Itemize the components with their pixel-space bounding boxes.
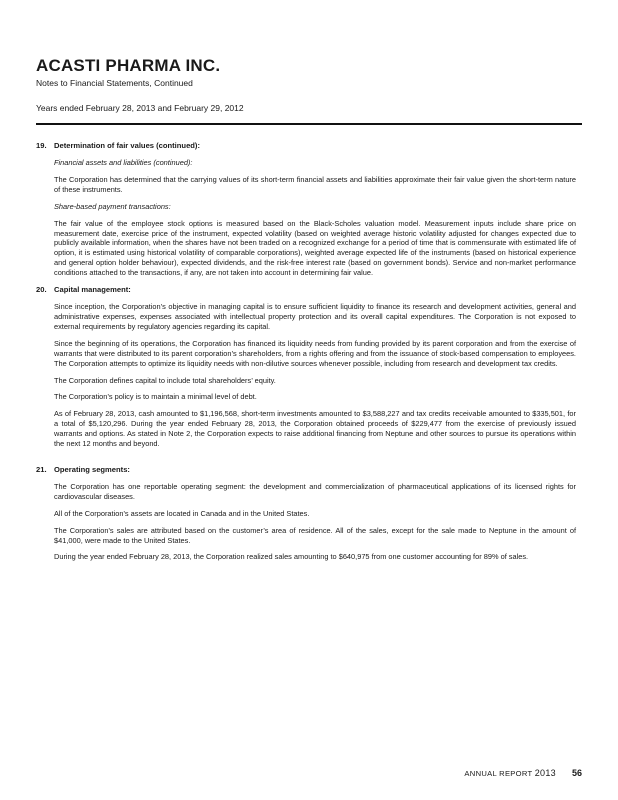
note-title: Determination of fair values (continued): (54, 141, 200, 150)
reporting-period: Years ended February 28, 2013 and February 29, 2012 (36, 103, 244, 113)
paragraph: The Corporation’s sales are attributed based on the customer’s area of residence. All of the sales, except for the sale made to Neptune in the amount of $41,000, were made to the United States. (54, 525, 576, 545)
paragraph: Since inception, the Corporation’s objective in managing capital is to ensure sufficient liquidity to finance its research and development activities, general and administrative expenses, expenses associated with intellectual property protection and its overall capital expenditures. The Corporation is not exposed to external requirements by regulatory agencies regarding its capital. (54, 302, 576, 331)
company-name: ACASTI PHARMA INC. (36, 56, 221, 75)
subheading: Financial assets and liabilities (continued): (54, 158, 193, 167)
paragraph: The fair value of the employee stock options is measured based on the Black-Scholes valuation model. Measurement inputs include share price on measurement date, exercise price of the instrument, expected volatility (based on weighted average historic volatility adjusted for changes expected due to publicly available information, when the shares have not been traded on a recognized exchange for a period of time that is commensurate with estimated life of option, it is estimated using historical volatility of comparable corporations), weighted average expected life of the instruments (based on historical experience and general option holder behaviour), expected dividends, and the risk-free interest rate (based on government bonds). Service and non-market performance conditions attached to the transactions, if any, are not taken into account in determining fair value. (54, 218, 576, 278)
page-subtitle: Notes to Financial Statements, Continued (36, 78, 193, 88)
report-label: ANNUAL REPORT (464, 769, 533, 778)
note-title: Operating segments: (54, 464, 130, 474)
note-19-heading (36, 141, 576, 151)
paragraph: All of the Corporation’s assets are located in Canada and in the United States. (54, 508, 310, 518)
page-header (36, 56, 582, 114)
note-21-heading (36, 465, 576, 475)
paragraph: The Corporation has one reportable operating segment: the development and commercialization of pharmaceutical applications of its licensed rights for cardiovascular diseases. (54, 481, 576, 501)
report-year: 2013 (534, 768, 556, 778)
paragraph: The Corporation’s policy is to maintain a minimal level of debt. (54, 392, 257, 402)
note-21 (36, 465, 576, 562)
subheading: Share-based payment transactions: (54, 201, 171, 211)
page-number: 56 (571, 768, 582, 778)
notes-content (36, 141, 576, 569)
note-20 (36, 285, 576, 449)
paragraph: Since the beginning of its operations, the Corporation has financed its liquidity needs from funding provided by its parent corporation and from the exercise of warrants that were distributed to its parent corporation’s shareholders, from a rights offering and from the issuance of stock-based compensation to employees. The Corporation attempts to optimize its liquidity needs with non-dilutive sources whenever possible, including from research and development tax credits. (54, 338, 576, 368)
page-footer (464, 768, 582, 778)
paragraph: The Corporation has determined that the carrying values of its short-term financial assets and liabilities approximate their fair value given the short-term nature of these instruments. (54, 174, 576, 194)
paragraph: During the year ended February 28, 2013, the Corporation realized sales amounting to $640,975 from one customer accounting for 89% of sales. (54, 552, 529, 562)
paragraph: The Corporation defines capital to include total shareholders’ equity. (54, 375, 276, 385)
paragraph: As of February 28, 2013, cash amounted to $1,196,568, short-term investments amounted to $3,588,227 and tax credits receivable amounted to $335,501, for a total of $5,120,296. During the year ended February 28, 2013, the Corporation obtained proceeds of $229,477 from the exercise of previously issued warrants and options. As stated in Note 2, the Corporation expects to raise additional financing from Neptune and other sources to pursue its operations within the next 12 months and beyond. (54, 409, 576, 449)
header-divider (36, 123, 582, 125)
annual-report-label (464, 768, 556, 778)
note-20-heading (36, 285, 576, 295)
note-number: 19. (36, 141, 47, 150)
note-19 (36, 141, 576, 278)
note-number: 20. (36, 285, 47, 295)
note-number: 21. (36, 464, 47, 474)
note-title: Capital management: (54, 285, 131, 295)
